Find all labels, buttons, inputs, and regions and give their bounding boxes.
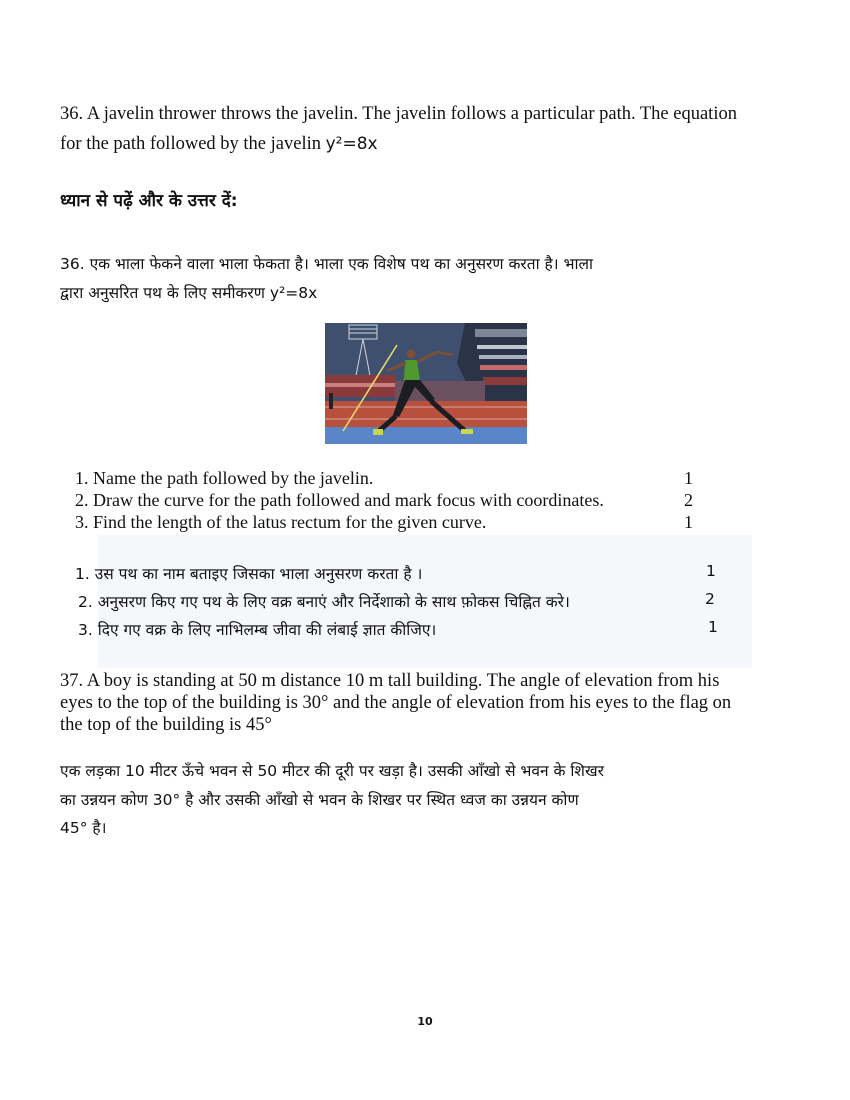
javelin-thrower-illustration xyxy=(325,323,527,444)
subquestion-en-3-marks: 1 xyxy=(684,512,693,532)
subquestion-en-2: 2. Draw the curve for the path followed and mark focus with coordinates. xyxy=(75,490,604,510)
javelin-thrower-photo xyxy=(325,323,527,444)
subquestion-hi-3-marks: 1 xyxy=(708,618,718,636)
question-36-hindi-line-1: 36. एक भाला फेकने वाला भाला फेकता है। भाला एक विशेष पथ का अनुसरण करता है। भाला xyxy=(60,255,594,273)
question-37-hindi-line-1: एक लड़का 10 मीटर ऊँचे भवन से 50 मीटर की दूरी पर खड़ा है। उसकी आँखो से भवन के शिखर xyxy=(60,762,604,780)
question-36-text: 36. A javelin thrower throws the javelin. The javelin follows a particular path. The equation for the path followed by the javelin xyxy=(60,104,737,154)
subquestion-hi-2-marks: 2 xyxy=(705,590,715,608)
question-37-hindi-line-2: का उन्नयन कोण 30° है और उसकी आँखो से भवन के शिखर पर स्थित ध्वज का उन्नयन कोण xyxy=(60,790,579,809)
subquestion-hi-3: 3. दिए गए वक्र के लिए नाभिलम्ब जीवा की लंबाई ज्ञात कीजिए। xyxy=(78,621,437,639)
question-36-equation: y²=8x xyxy=(325,134,378,154)
question-36-hindi xyxy=(60,250,760,308)
subquestion-hi-1: 1. उस पथ का नाम बताइए जिसका भाला अनुसरण करता है । xyxy=(75,565,423,583)
question-37-english: 37. A boy is standing at 50 m distance 10 m tall building. The angle of elevation from his eyes to the top of the building is 30° and the angle of elevation from his eyes to the flag on the top of the building is 45° xyxy=(60,671,732,735)
question-37-hindi-line-3: 45° है। xyxy=(60,819,107,837)
subquestion-hi-1-marks: 1 xyxy=(706,562,716,580)
subquestion-hi-2: 2. अनुसरण किए गए पथ के लिए वक्र बनाएं और निर्देशाको के साथ फ़ोकस चिह्नित करे। xyxy=(78,593,570,611)
subquestion-en-3: 3. Find the length of the latus rectum for the given curve. xyxy=(75,512,487,532)
page-number: 10 xyxy=(417,1015,433,1028)
question-36-english xyxy=(60,99,760,159)
subquestion-en-1-marks: 1 xyxy=(684,468,693,488)
subquestion-en-2-marks: 2 xyxy=(684,490,693,510)
subquestion-en-1: 1. Name the path followed by the javelin. xyxy=(75,468,374,488)
question-36-hindi-line-2: द्वारा अनुसरित पथ के लिए समीकरण y²=8x xyxy=(60,284,318,302)
section-heading: ध्यान से पढ़ें और के उत्तर दें: xyxy=(60,191,238,211)
question-37-hindi xyxy=(60,757,740,843)
